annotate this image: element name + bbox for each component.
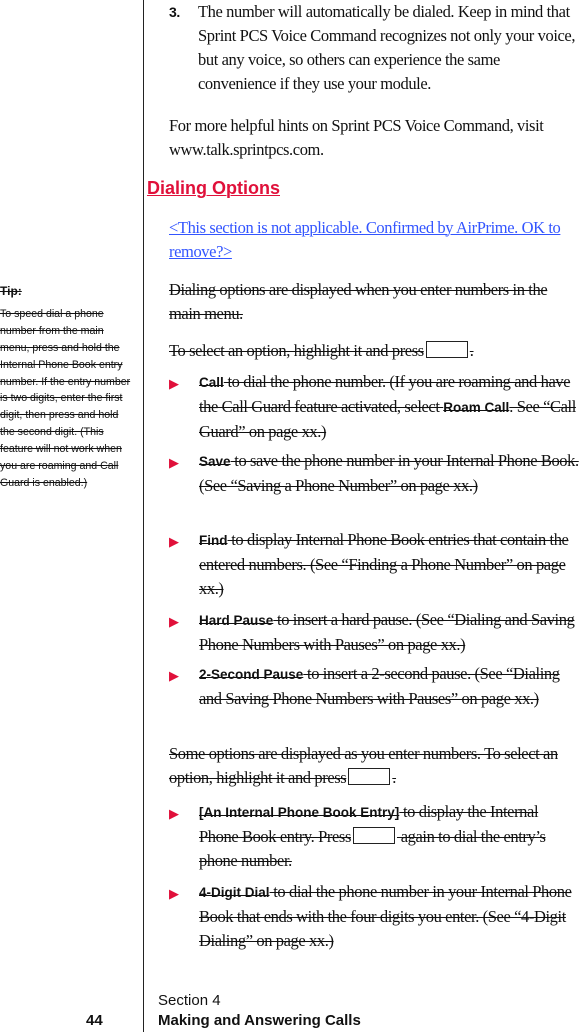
arrow-bullet-icon: ▶ <box>169 615 179 630</box>
arrow-bullet-icon: ▶ <box>169 887 179 902</box>
option-keyword: 4-Digit Dial <box>199 885 270 900</box>
list-item: ▶ Hard Pause to insert a hard pause. (See “Dialing and Saving Phone Numbers with Pauses” on page xx.) <box>169 610 575 654</box>
section-heading: Dialing Options <box>147 178 280 198</box>
tip-title: Tip: <box>0 284 22 298</box>
ok-key-icon <box>426 341 468 358</box>
page-number: 44 <box>86 1012 103 1029</box>
option-keyword: Hard Pause <box>199 613 274 628</box>
hints-paragraph: For more helpful hints on Sprint PCS Voice Command, visit www.talk.sprintpcs.com. <box>169 116 544 159</box>
ok-key-icon <box>348 768 390 785</box>
intro-paragraph: Dialing options are displayed when you enter numbers in the main menu. <box>169 280 548 323</box>
select-period: . <box>469 341 474 360</box>
option-keyword: 2-Second Pause <box>199 667 304 682</box>
tip-sidebar <box>0 283 134 492</box>
list-item: ▶ Save to save the phone number in your Internal Phone Book. (See “Saving a Phone Number” on page xx.) <box>169 451 579 495</box>
footer-section: Section 4 <box>158 992 221 1009</box>
column-divider <box>143 0 144 1032</box>
arrow-bullet-icon: ▶ <box>169 669 179 684</box>
step-number: 3. <box>169 4 180 20</box>
editor-note: <This section is not applicable. Confirmed by AirPrime. OK to remove?> <box>169 218 561 261</box>
list-item: ▶ Call to dial the phone number. (If you are roaming and have the Call Guard feature activated, select Roam Call. See “Call Guard” on page xx.) <box>169 372 576 441</box>
footer-title: Making and Answering Calls <box>158 1012 361 1029</box>
some-options-paragraph: Some options are displayed as you enter numbers. To select an option, highlight it and press . <box>169 744 558 787</box>
tip-text: To speed dial a phone number from the main menu, press and hold the Internal Phone Book entry number. If the entry number is two digits, enter the first digit, then press and hold the second digit. (This feature will not work when you are roaming and Call Guard is enabled.) <box>0 307 131 489</box>
list-item: ▶ 4-Digit Dial to dial the phone number in your Internal Phone Book that ends with the four digits you enter. (See “4-Digit Dialing” on page xx.) <box>169 882 572 950</box>
arrow-bullet-icon: ▶ <box>169 456 179 471</box>
list-item: ▶ Find to display Internal Phone Book entries that contain the entered numbers. (See “Finding a Phone Number” on page xx.) <box>169 530 569 598</box>
arrow-bullet-icon: ▶ <box>169 807 179 822</box>
option-keyword: Save <box>199 454 231 469</box>
ok-key-icon <box>353 827 395 844</box>
list-item: ▶ [An Internal Phone Book Entry] to display the Internal Phone Book entry. Press again to dial the entry’s phone number. <box>169 802 546 870</box>
select-text: To select an option, highlight it and press <box>169 341 424 360</box>
select-paragraph <box>169 339 581 363</box>
option-keyword: [An Internal Phone Book Entry] <box>199 805 400 820</box>
step-3 <box>169 0 581 96</box>
step-text: The number will automatically be dialed. Keep in mind that Sprint PCS Voice Command recognizes not only your voice, but any voice, so others can experience the same convenience if they use your module. <box>198 2 576 93</box>
option-keyword: Call <box>199 375 224 390</box>
arrow-bullet-icon: ▶ <box>169 377 179 392</box>
option-keyword: Find <box>199 533 228 548</box>
list-item: ▶ 2-Second Pause to insert a 2-second pause. (See “Dialing and Saving Phone Numbers with Pauses” on page xx.) <box>169 664 560 708</box>
arrow-bullet-icon: ▶ <box>169 535 179 550</box>
option-keyword: Roam Call <box>443 400 510 415</box>
